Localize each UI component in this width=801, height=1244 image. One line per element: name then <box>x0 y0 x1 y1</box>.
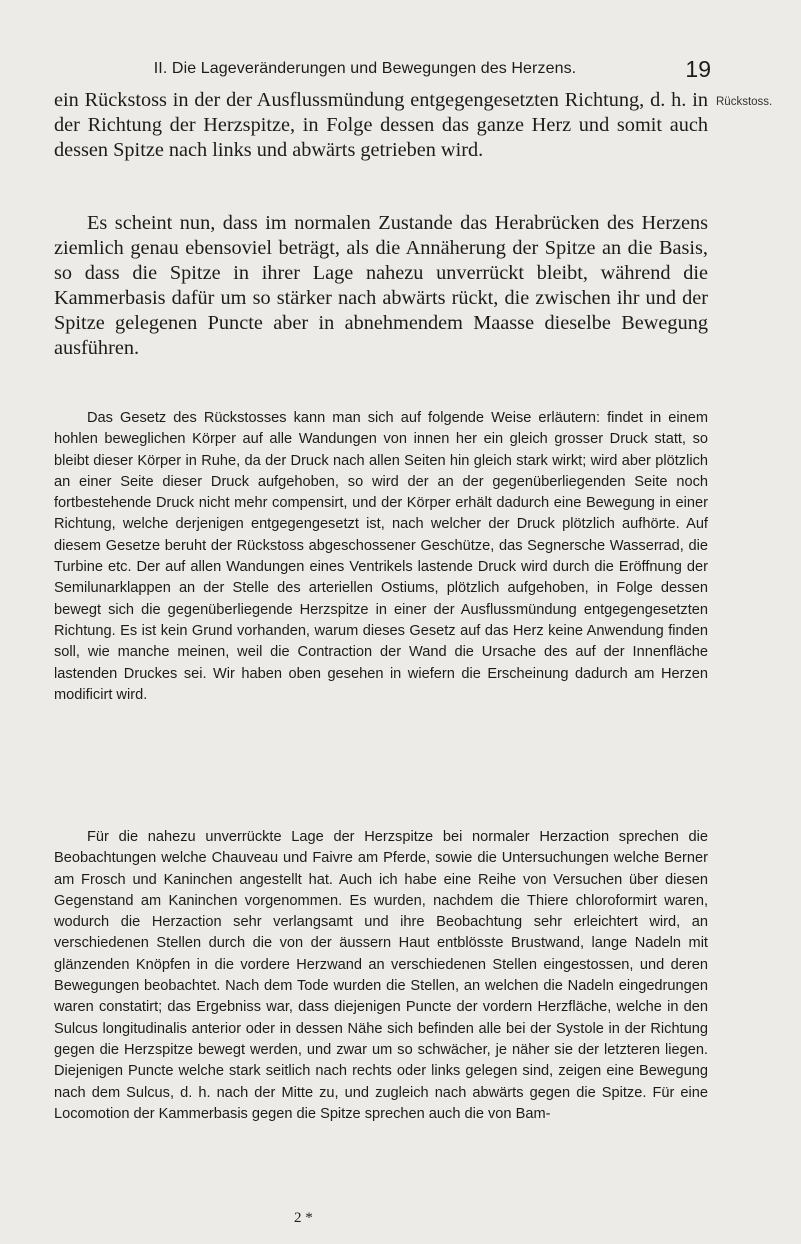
paragraph-3-small-print <box>54 408 708 706</box>
paragraph-4-small-print <box>54 827 708 1125</box>
margin-note: Rückstoss. <box>716 96 773 108</box>
paragraph-2 <box>54 211 708 360</box>
paragraph-text: Es scheint nun, dass im normalen Zustande das Herabrücken des Herzens ziemlich genau ebensoviel beträgt, als die Annäherung der Spitze an die Basis, so dass die Spitze in ihrer Lage nahezu unverrückt bleibt, während die Kammerbasis dafür um so stärker nach abwärts rückt, die zwischen ihr und der Spitze gelegenen Puncte aber in abnehmendem Maasse dieselbe Bewegung ausführen. <box>54 212 708 359</box>
paragraph-text: ein Rückstoss in der der Ausflussmündung entgegengesetzten Richtung, d. h. in der Richtung der Herzspitze, in Folge dessen das ganze Herz und somit auch dessen Spitze nach links und abwärts getrieben wird. <box>54 89 708 161</box>
running-head: II. Die Lageveränderungen und Bewegungen des Herzens. <box>153 60 577 77</box>
signature-mark: 2 * <box>294 1210 313 1226</box>
page-number: 19 <box>685 56 711 82</box>
paragraph-text: Das Gesetz des Rückstosses kann man sich auf folgende Weise erläutern: findet in einem hohlen beweglichen Körper auf alle Wandungen von innen her ein gleich grosser Druck statt, so bleibt dieser Körper in Ruhe, da der Druck nach allen Seiten hin gleich stark wirkt; wird aber plötzlich an einer Seite dieser Druck aufgehoben, so wird der an der gegenüberliegenden Seite noch fortbestehende Druck nicht mehr compensirt, und der Körper erhält dadurch eine Bewegung in einer Richtung, welche derjenigen entgegengesetzt ist, nach welcher der Druck plötzlich aufhörte. Auf diesem Gesetze beruht der Rückstoss abgeschossener Geschütze, das Segnersche Wasserrad, die Turbine etc. Der auf allen Wandungen eines Ventrikels lastende Druck wird durch die Eröffnung der Semilunarklappen an der Stelle des arteriellen Ostiums, plötzlich aufgehoben, in Folge dessen bewegt sich die gegenüberliegende Herzspitze in einer der Ausflussmündung entgegengesetzten Richtung. Es ist kein Grund vorhanden, warum dieses Gesetz auf das Herz keine Anwendung finden soll, wie manche meinen, weil die Contraction der Wand die Ursache des auf der Innenfläche lastenden Druckes sei. Wir haben oben gesehen in wiefern die Erscheinung dadurch am Herzen modificirt wird. <box>54 410 708 703</box>
paragraph-text: Für die nahezu unverrückte Lage der Herzspitze bei normaler Herzaction sprechen die Beobachtungen welche Chauveau und Faivre am Pferde, sowie die Untersuchungen welche Berner am Frosch und Kaninchen angestellt hat. Auch ich habe eine Reihe von Versuchen über diesen Gegenstand am Kaninchen vorgenommen. Es wurden, nachdem die Thiere chloroformirt waren, wodurch die Herzaction sehr verlangsamt und ihre Beobachtung sehr erleichtert wird, an verschiedenen Stellen durch die von der äussern Haut entblösste Brustwand, lange Nadeln mit glänzenden Knöpfen in die vordere Herzwand an verschiedenen Stellen eingestossen, und deren Bewegungen beobachtet. Nach dem Tode wurden die Stellen, an welchen die Nadeln eingedrungen waren constatirt; das Ergebniss war, dass diejenigen Puncte der vordern Herzfläche, welche in den Sulcus longitudinalis anterior oder in dessen Nähe sich befinden alle bei der Systole in der Richtung gegen die Herzspitze bewegt werden, und zwar um so schwächer, je näher sie der letzteren liegen. Diejenigen Puncte welche stark seitlich nach rechts oder links gelegen sind, zeigen eine Bewegung nach dem Sulcus, d. h. nach der Mitte zu, und zugleich nach abwärts gegen die Spitze. Für eine Locomotion der Kammerbasis gegen die Spitze sprechen auch die von Bam- <box>54 829 708 1122</box>
page-header <box>55 56 755 86</box>
paragraph-1 <box>54 88 708 163</box>
